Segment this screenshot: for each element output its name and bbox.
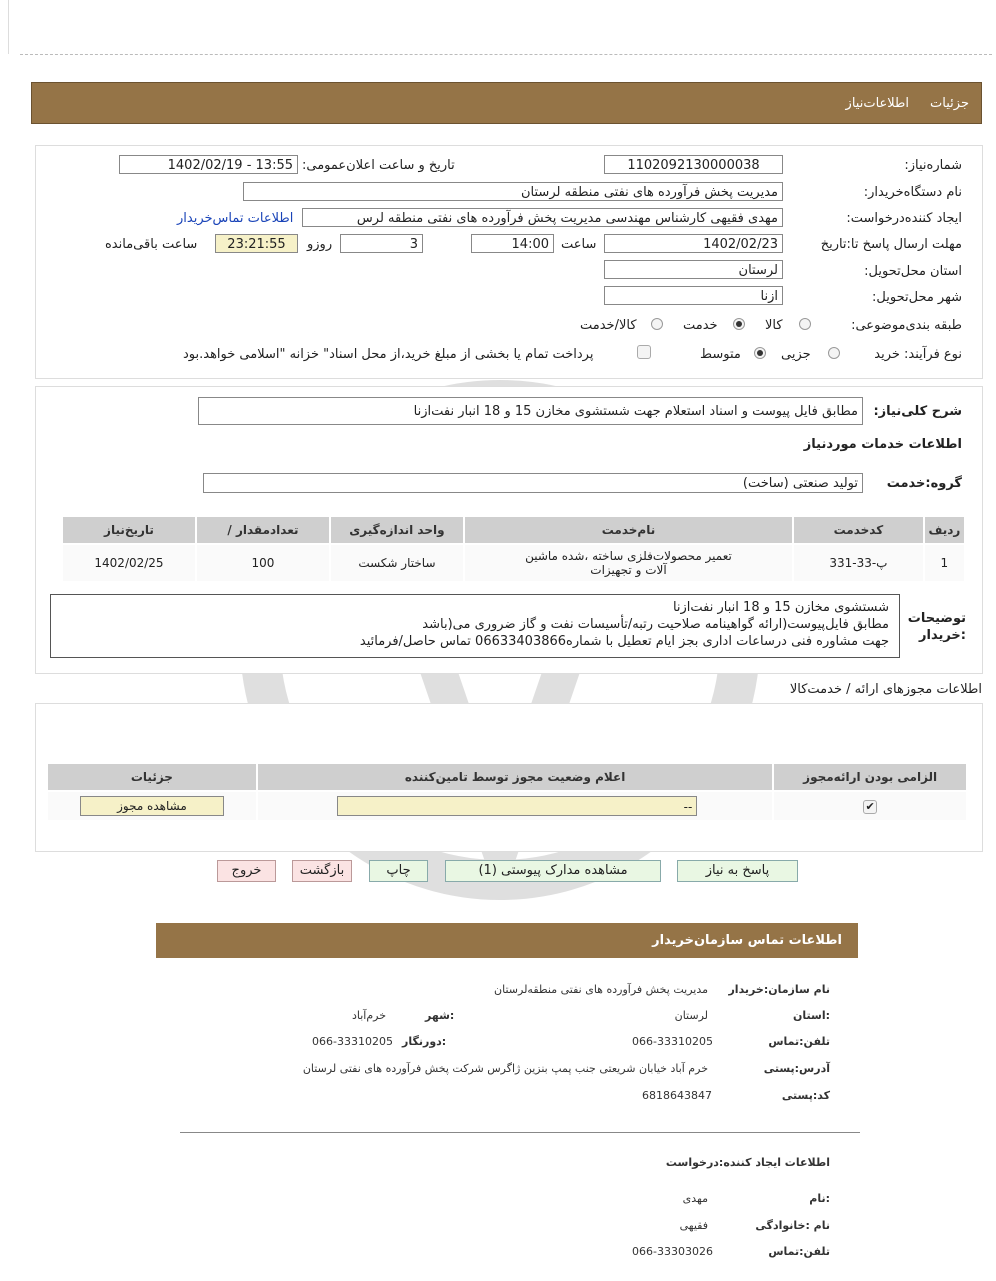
service-group-field: تولید صنعتی (ساخت) bbox=[203, 473, 863, 493]
org-value: مدیریت پخش فرآورده های نفتی منطقه‌لرستان bbox=[494, 983, 708, 996]
status-cell bbox=[258, 792, 773, 820]
tab-need-info[interactable]: اطلاعات‌نیاز bbox=[845, 96, 909, 111]
details-cell bbox=[48, 792, 256, 820]
contact-postal-value: 6818643847 bbox=[642, 1089, 712, 1102]
table-row bbox=[63, 545, 964, 581]
contact-phone-value: 066-33310205 bbox=[632, 1035, 713, 1048]
category-goods-service-label: کالا/خدمت bbox=[580, 318, 637, 333]
services-title: اطلاعات خدمات موردنیاز bbox=[803, 437, 962, 452]
need-description-field: مطابق فایل پیوست و اسناد استعلام جهت شستشوی مخازن 15 و 18 انبار نفت‌ازنا bbox=[198, 397, 863, 425]
contact-phone-label: تلفن‌:تماس bbox=[768, 1035, 830, 1048]
process-partial-label: جزیی bbox=[781, 347, 811, 362]
day-label: روزو bbox=[307, 237, 333, 252]
deadline-date-field: 1402/02/23 bbox=[604, 234, 783, 253]
province-field: لرستان bbox=[604, 260, 783, 279]
print-button[interactable]: چاپ bbox=[369, 860, 428, 882]
cell-row: 1 bbox=[925, 545, 964, 581]
announce-label: تاریخ و ساعت اعلان‌عمومی: bbox=[302, 158, 455, 173]
required-cell bbox=[774, 792, 966, 820]
city-field: ازنا bbox=[604, 286, 783, 305]
creator-info-title: اطلاعات ایجاد کننده‌:درخواست bbox=[665, 1156, 830, 1169]
contact-address-label: آدرس‌:پستی bbox=[763, 1062, 830, 1075]
contact-city-label: :شهر bbox=[425, 1009, 455, 1022]
cell-unit: ساختار شکست bbox=[331, 545, 463, 581]
contact-divider bbox=[180, 1132, 860, 1133]
category-goods-service-radio[interactable] bbox=[651, 318, 663, 330]
contact-province-label: :استان bbox=[793, 1009, 830, 1022]
top-separator bbox=[20, 54, 992, 55]
contact-fax-label: :دورنگار bbox=[402, 1035, 447, 1048]
category-goods-radio[interactable] bbox=[799, 318, 811, 330]
cell-qty: 100 bbox=[197, 545, 329, 581]
table-row bbox=[48, 792, 966, 820]
permits-table bbox=[46, 762, 968, 822]
contact-title: اطلاعات تماس سازمان‌خریدار bbox=[652, 933, 842, 948]
need-number-label: شماره‌نیاز: bbox=[904, 158, 962, 173]
creator-name-value: مهدی bbox=[682, 1192, 708, 1205]
remaining-label: ساعت باقی‌مانده bbox=[105, 237, 198, 252]
permits-title: اطلاعات مجوزهای ارائه / خدمت‌کالا bbox=[789, 682, 982, 697]
cell-date: 1402/02/25 bbox=[63, 545, 195, 581]
exit-button[interactable]: خروج bbox=[217, 860, 276, 882]
permits-table-header bbox=[48, 764, 966, 790]
treasury-payment-checkbox[interactable] bbox=[637, 345, 651, 359]
col-date: تاریخ‌نیاز bbox=[63, 517, 195, 543]
contact-city-value: خرم‌آباد bbox=[352, 1009, 387, 1022]
tab-details[interactable]: جزئیات bbox=[930, 96, 969, 111]
view-permit-button[interactable]: مشاهده مجوز bbox=[80, 796, 224, 816]
contact-address-value: خرم آباد خیابان شریعتی جنب پمپ بنزین ژاگرس شرکت پخش فرآورده های نفتی لرستان bbox=[302, 1062, 708, 1075]
col-required: الزامی بودن ارائه‌مجوز bbox=[774, 764, 966, 790]
category-goods-label: کالا bbox=[765, 318, 783, 333]
col-name: نام‌خدمت bbox=[465, 517, 792, 543]
province-label: استان محل‌تحویل: bbox=[864, 264, 962, 279]
contact-fax-value: 066-33310205 bbox=[312, 1035, 393, 1048]
process-partial-radio[interactable] bbox=[828, 347, 840, 359]
category-service-label: خدمت bbox=[683, 318, 718, 333]
contact-province-value: لرستان bbox=[674, 1009, 708, 1022]
creator-phone-value: 066-33303026 bbox=[632, 1245, 713, 1258]
announce-field: 1402/02/19 - 13:55 bbox=[119, 155, 298, 174]
contact-header bbox=[156, 923, 858, 958]
col-details: جزئیات bbox=[48, 764, 256, 790]
category-label: طبقه بندی‌موضوعی: bbox=[851, 318, 962, 333]
header-bar bbox=[31, 82, 982, 124]
treasury-payment-note: پرداخت تمام یا بخشی از مبلغ خرید،از محل اسناد" خزانه "اسلامی خواهد.بود bbox=[183, 347, 594, 362]
col-qty: تعداد‌مقدار / bbox=[197, 517, 329, 543]
service-group-label: گروه‌:خدمت bbox=[886, 476, 962, 491]
buyer-notes-line: شستشوی مخازن 15 و 18 انبار نفت‌ازنا bbox=[672, 600, 889, 615]
need-form-panel bbox=[35, 145, 983, 379]
col-status: اعلام وضعیت مجوز توسط تامین‌کننده bbox=[258, 764, 773, 790]
remaining-time-field: 23:21:55 bbox=[215, 234, 298, 253]
reply-button[interactable]: پاسخ به نیاز bbox=[677, 860, 798, 882]
buyer-contact-link[interactable]: اطلاعات تماس‌خریدار bbox=[177, 211, 294, 226]
deadline-label: مهلت ارسال پاسخ تا:تاریخ bbox=[820, 237, 962, 252]
buyer-notes-line: جهت مشاوره فنی درساعات اداری بجز ایام تعطیل با شماره06633403866 تماس حاصل/فرمائید bbox=[359, 634, 889, 649]
org-label: نام سازمان:خریدار bbox=[728, 983, 830, 996]
buyer-notes-line: مطابق فایل‌پیوست(ارائه گواهینامه صلاحیت رتبه‌/تأسیسات نفت و گاز ضروری می(باشد bbox=[422, 617, 889, 632]
buyer-notes-label: توضیحات :خریدار bbox=[907, 611, 966, 643]
col-unit: واحد اندازه‌گیری bbox=[331, 517, 463, 543]
deadline-time-label: ساعت bbox=[561, 237, 597, 252]
services-table-header bbox=[63, 517, 964, 543]
creator-field: مهدی فقیهی کارشناس مهندسی مدیریت پخش فرآورده های نفتی منطقه لرس bbox=[302, 208, 783, 227]
deadline-time-field: 14:00 bbox=[471, 234, 554, 253]
services-table bbox=[61, 515, 966, 583]
view-attachments-button[interactable]: مشاهده مدارک پیوستی (1) bbox=[445, 860, 661, 882]
required-checkbox: ✔ bbox=[863, 800, 877, 814]
creator-family-value: فقیهی bbox=[679, 1219, 708, 1232]
cell-code: پ-33-331 bbox=[794, 545, 923, 581]
creator-family-label: نام :خانوادگی bbox=[755, 1219, 830, 1232]
back-button[interactable]: بازگشت bbox=[292, 860, 352, 882]
city-label: شهر محل‌تحویل: bbox=[872, 290, 962, 305]
day-count-field: 3 bbox=[340, 234, 423, 253]
buyer-org-label: نام دستگاه‌خریدار: bbox=[863, 185, 962, 200]
cell-name: تعمیر محصولات‌فلزی ساخته ،شده ماشین آلات و تجهیزات bbox=[465, 545, 792, 581]
col-row: ردیف bbox=[925, 517, 964, 543]
process-medium-radio[interactable] bbox=[754, 347, 766, 359]
process-label: نوع فرآیند: خرید bbox=[874, 347, 962, 362]
process-medium-label: متوسط bbox=[700, 347, 741, 362]
category-service-radio[interactable] bbox=[733, 318, 745, 330]
buyer-notes-box bbox=[50, 594, 900, 658]
creator-phone-label: تلفن‌:تماس bbox=[768, 1245, 830, 1258]
need-number-field: 1102092130000038 bbox=[604, 155, 783, 174]
creator-label: ایجاد کننده‌درخواست: bbox=[846, 211, 962, 226]
col-code: کدخدمت bbox=[794, 517, 923, 543]
contact-postal-label: کد:پستی bbox=[781, 1089, 830, 1102]
creator-name-label: :نام bbox=[809, 1192, 830, 1205]
left-rule bbox=[8, 0, 9, 54]
permit-status-field: -- bbox=[337, 796, 697, 816]
need-description-label: شرح کلی‌نیاز: bbox=[873, 404, 962, 419]
buyer-org-field: مدیریت پخش فرآورده های نفتی منطقه لرستان bbox=[243, 182, 783, 201]
